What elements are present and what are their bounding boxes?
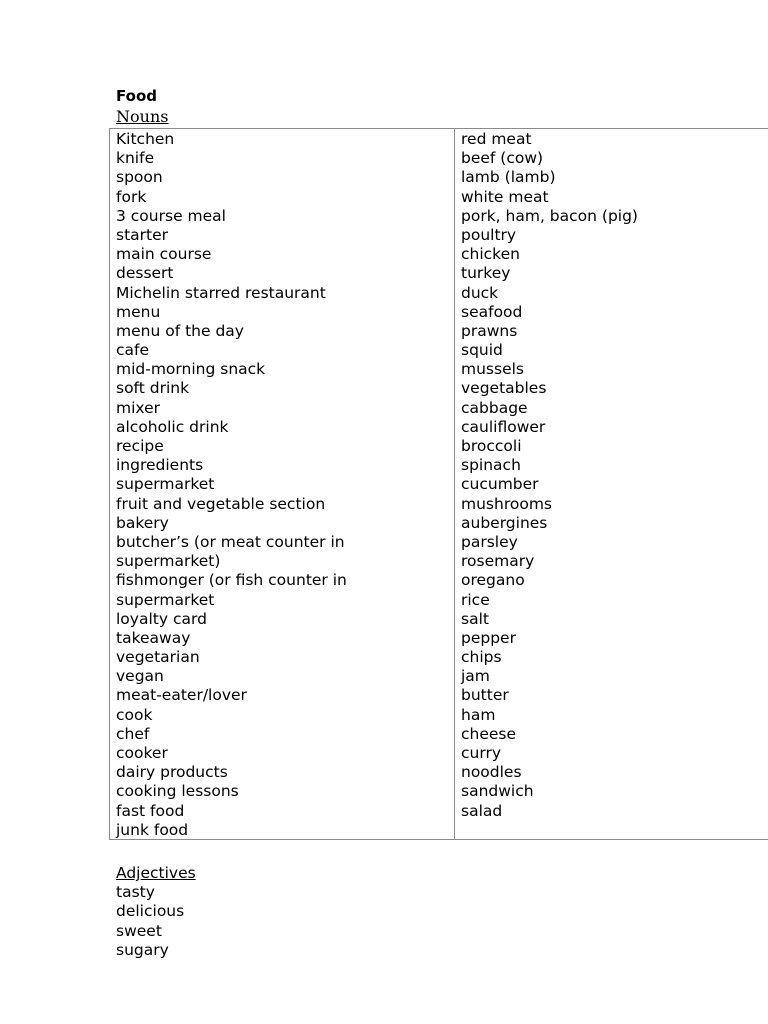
list-item: rice <box>461 590 490 609</box>
nouns-table <box>109 128 768 840</box>
document-title: Food <box>116 87 157 105</box>
list-item: starter <box>116 225 169 244</box>
list-item: noodles <box>461 763 522 782</box>
adjectives-list <box>116 883 196 960</box>
list-item: supermarket <box>116 475 215 494</box>
list-item: cabbage <box>461 398 528 417</box>
list-item: mushrooms <box>461 494 552 513</box>
list-item: Michelin starred restaurant <box>116 283 326 302</box>
list-item: chips <box>461 648 502 667</box>
list-item: fast food <box>116 801 185 820</box>
list-item: spinach <box>461 456 521 475</box>
list-item: rosemary <box>461 552 535 571</box>
list-item: knife <box>116 149 155 168</box>
list-item: oregano <box>461 571 525 590</box>
list-item: ingredients <box>116 456 204 475</box>
list-item: pork, ham, bacon (pig) <box>461 206 638 225</box>
list-item: duck <box>461 283 499 302</box>
list-item: cucumber <box>461 475 539 494</box>
list-item: turkey <box>461 264 511 283</box>
list-item: dairy products <box>116 763 228 782</box>
list-item: jam <box>461 667 490 686</box>
list-item: cauliflower <box>461 417 546 436</box>
list-item: prawns <box>461 321 518 340</box>
list-item: cheese <box>461 724 517 743</box>
list-item: seafood <box>461 302 523 321</box>
list-item: fruit and vegetable section <box>116 494 326 513</box>
list-item: menu <box>116 302 161 321</box>
list-item: mixer <box>116 398 161 417</box>
list-item: mid-morning snack <box>116 360 266 379</box>
list-item: cafe <box>116 341 150 360</box>
list-item: supermarket <box>116 590 215 609</box>
list-item: ham <box>461 705 496 724</box>
list-item: takeaway <box>116 628 191 647</box>
list-item: vegan <box>116 667 164 686</box>
list-item: main course <box>116 245 212 264</box>
list-item: salt <box>461 609 489 628</box>
list-item: sandwich <box>461 782 534 801</box>
list-item: red meat <box>461 130 532 148</box>
list-item: mussels <box>461 360 524 379</box>
nouns-right-column <box>461 130 638 821</box>
list-item: fork <box>116 187 147 206</box>
list-item: menu of the day <box>116 321 244 340</box>
list-item: Kitchen <box>116 130 175 148</box>
list-item: cooking lessons <box>116 782 239 801</box>
list-item: tasty <box>116 883 155 902</box>
nouns-heading: Nouns <box>116 107 169 126</box>
list-item: 3 course meal <box>116 206 226 225</box>
list-item: parsley <box>461 532 518 551</box>
adjectives-section <box>116 864 196 960</box>
list-item: squid <box>461 341 503 360</box>
list-item: dessert <box>116 264 174 283</box>
list-item: supermarket) <box>116 552 221 571</box>
list-item: sugary <box>116 940 169 959</box>
list-item: cook <box>116 705 153 724</box>
list-item: soft drink <box>116 379 190 398</box>
list-item: fishmonger (or fish counter in <box>116 571 347 590</box>
list-item: broccoli <box>461 437 522 455</box>
list-item: beef (cow) <box>461 149 544 168</box>
nouns-left-column <box>116 130 347 840</box>
list-item: junk food <box>116 820 189 839</box>
list-item: sweet <box>116 921 162 940</box>
list-item: white meat <box>461 187 549 206</box>
list-item: pepper <box>461 628 516 647</box>
list-item: lamb (lamb) <box>461 168 556 187</box>
list-item: butter <box>461 686 509 705</box>
list-item: butcher’s (or meat counter in <box>116 532 345 551</box>
list-item: spoon <box>116 168 163 187</box>
list-item: loyalty card <box>116 609 207 628</box>
list-item: alcoholic drink <box>116 417 229 436</box>
list-item: curry <box>461 744 501 762</box>
list-item: vegetarian <box>116 648 200 667</box>
list-item: meat-eater/lover <box>116 686 247 705</box>
list-item: bakery <box>116 513 169 532</box>
list-item: poultry <box>461 225 517 244</box>
list-item: cooker <box>116 744 168 762</box>
list-item: salad <box>461 801 503 820</box>
list-item: aubergines <box>461 513 548 532</box>
list-item: chicken <box>461 245 520 264</box>
list-item: vegetables <box>461 379 547 398</box>
adjectives-heading: Adjectives <box>116 864 196 882</box>
list-item: chef <box>116 724 150 743</box>
list-item: recipe <box>116 437 164 455</box>
list-item: delicious <box>116 902 185 921</box>
table-column-divider <box>454 129 455 839</box>
